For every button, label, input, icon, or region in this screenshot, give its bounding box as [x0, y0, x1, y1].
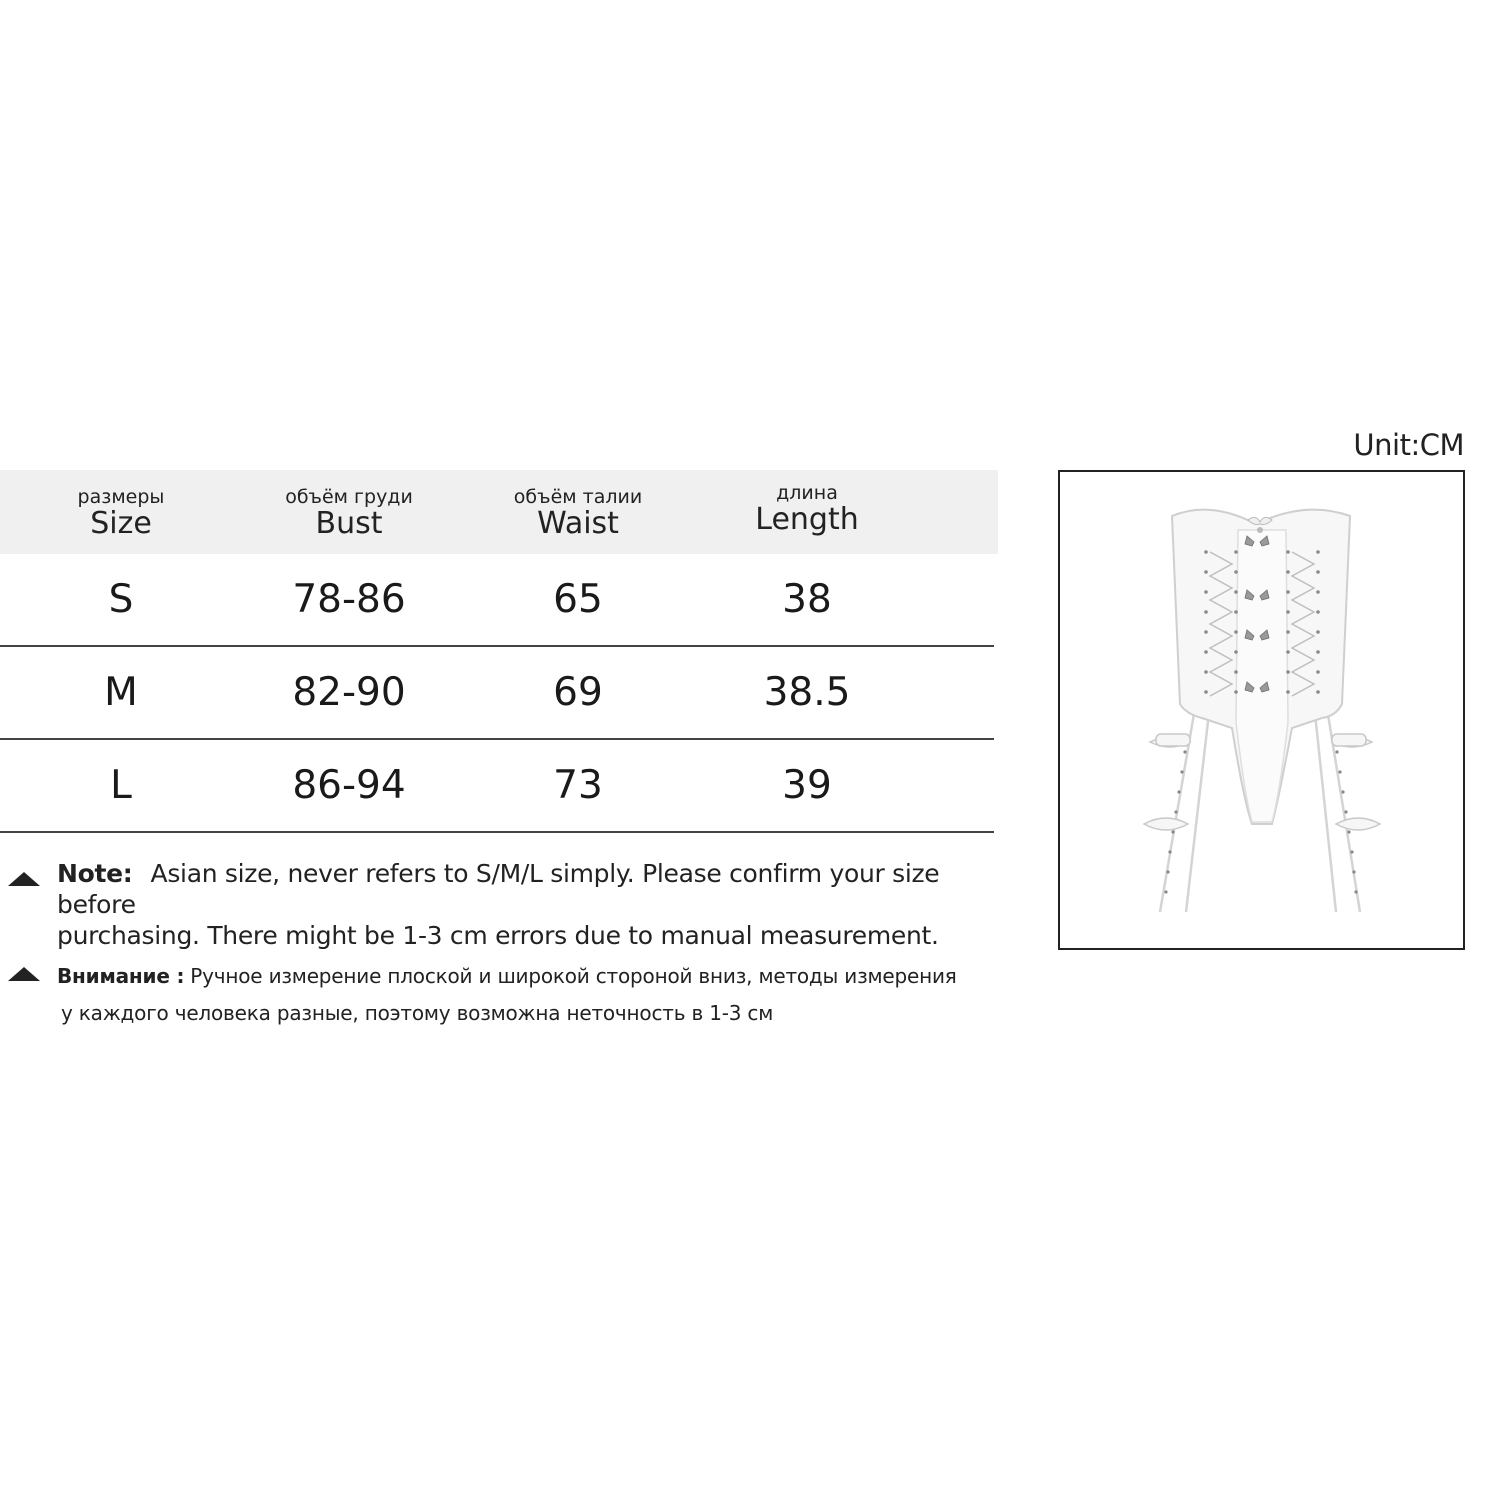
- note-russian-line2: у каждого человека разные, поэтому возможна неточность в 1-3 см: [61, 1001, 774, 1025]
- header-size: [78, 470, 165, 554]
- note-english-line2: purchasing. There might be 1-3 cm errors due to manual measurement.: [57, 921, 939, 950]
- header-bust: [285, 470, 413, 554]
- cell-length: 38: [782, 577, 832, 622]
- corset-product-image: [1060, 472, 1463, 948]
- header-length: [755, 466, 858, 550]
- cell-bust: 82-90: [292, 670, 406, 715]
- header-length-ru: длина: [776, 482, 838, 504]
- header-size-ru: размеры: [77, 486, 165, 508]
- header-waist-ru: объём талии: [513, 486, 643, 508]
- header-size-en: Size: [90, 506, 152, 541]
- unit-label: Unit:CM: [1353, 428, 1464, 462]
- cell-waist: 73: [553, 763, 603, 808]
- note-english-label: Note:: [57, 859, 133, 888]
- size-chart-table: [0, 470, 998, 833]
- cell-waist: 65: [553, 577, 603, 622]
- table-row: [0, 647, 994, 740]
- note-english-text: [57, 858, 1018, 951]
- header-waist: [514, 470, 642, 554]
- cell-size: M: [104, 670, 138, 715]
- header-bust-ru: объём груди: [285, 486, 413, 508]
- cell-size: L: [110, 763, 132, 808]
- header-waist-en: Waist: [537, 506, 619, 541]
- cell-size: S: [108, 577, 134, 622]
- cell-length: 38.5: [763, 670, 851, 715]
- note-russian-label: Внимание :: [57, 964, 185, 988]
- cell-length: 39: [782, 763, 832, 808]
- header-bust-en: Bust: [315, 506, 383, 541]
- note-english: [8, 858, 1018, 951]
- header-length-en: Length: [755, 502, 859, 537]
- note-russian-text: [57, 958, 1018, 1032]
- triangle-up-icon: [8, 967, 40, 981]
- product-image-frame: [1058, 470, 1465, 950]
- corset-center-panel: [1236, 530, 1288, 822]
- table-header: [0, 470, 998, 554]
- cell-bust: 86-94: [292, 763, 406, 808]
- note-russian-line1: Ручное измерение плоской и широкой стороной вниз, методы измерения: [190, 964, 957, 988]
- note-russian: [8, 958, 1018, 1032]
- cell-waist: 69: [553, 670, 603, 715]
- cell-bust: 78-86: [292, 577, 406, 622]
- table-row: [0, 740, 994, 833]
- note-english-line1: Asian size, never refers to S/M/L simply. Please confirm your size before: [57, 859, 940, 919]
- triangle-up-icon: [8, 872, 40, 886]
- table-row: [0, 554, 994, 647]
